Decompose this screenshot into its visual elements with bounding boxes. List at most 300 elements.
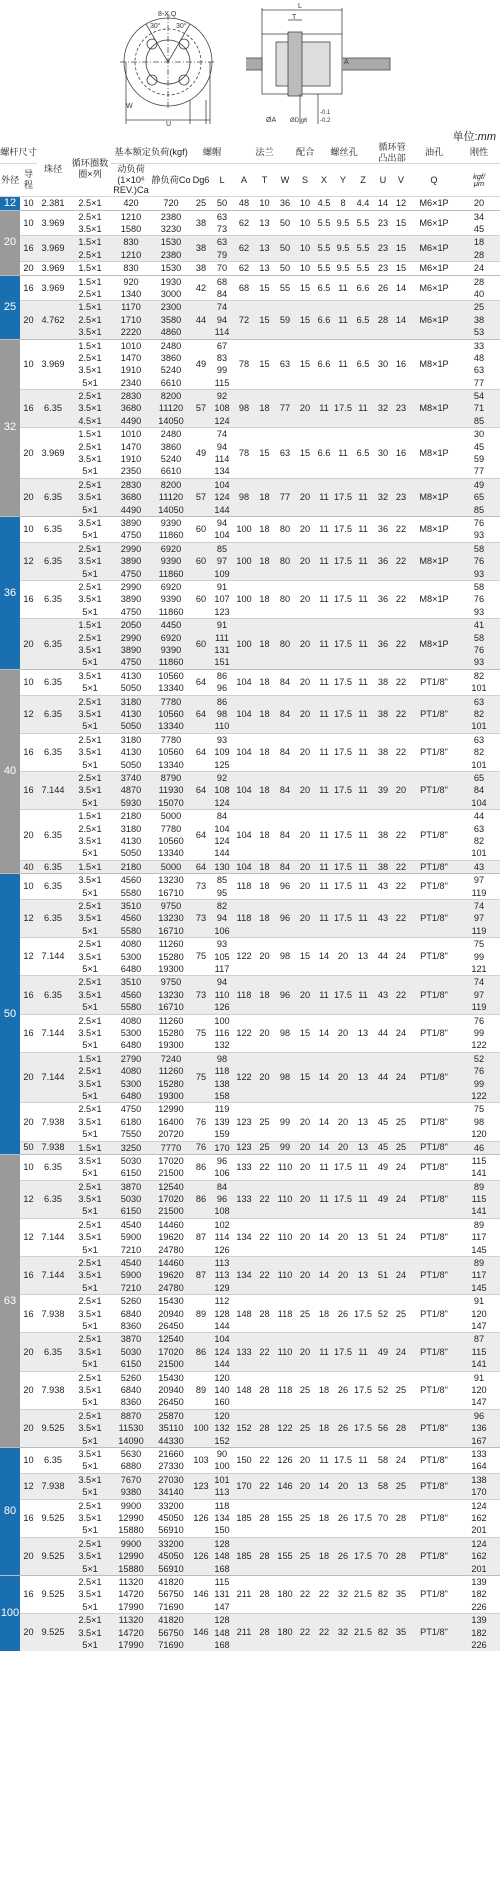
cell-line: 2.5×1: [78, 696, 102, 707]
cell-line: 4560: [120, 989, 142, 1000]
cell-y: 26: [334, 1537, 352, 1575]
cell-lead: 12: [20, 1218, 37, 1256]
cell-lead: 10: [20, 517, 37, 543]
cell-l: [211, 1575, 233, 1613]
cell-lead: 20: [20, 1103, 37, 1141]
cell-s: 22: [296, 1575, 314, 1613]
cell-u: 23: [374, 210, 392, 236]
cell-ca: [111, 1371, 151, 1409]
cell-x: 14: [314, 1052, 334, 1103]
cell-q: PT1/8": [410, 1371, 458, 1409]
cell-line: 3860: [160, 441, 182, 452]
cell-line: 92: [216, 773, 228, 783]
cell-ball: 9.525: [37, 1614, 69, 1652]
cell-x: 11: [314, 810, 334, 861]
cell-line: 96: [216, 683, 228, 694]
cell-d: 64: [191, 695, 211, 733]
cell-line: 13230: [158, 989, 184, 1000]
cell-v: 24: [392, 1257, 410, 1295]
cell-line: 111: [215, 632, 229, 643]
cell-line: 11860: [158, 657, 184, 668]
cell-line: 3230: [160, 223, 182, 234]
cell-line: 5000: [160, 861, 182, 872]
cell-line: 201: [471, 1525, 487, 1536]
cell-line: 26450: [158, 1321, 184, 1332]
cell-t: 20: [255, 1052, 274, 1103]
cell-circ: [69, 1614, 111, 1652]
cell-t: 18: [255, 733, 274, 771]
cell-line: 117: [471, 1232, 487, 1243]
cell-line: 56910: [158, 1525, 184, 1536]
cell-line: 93: [473, 568, 485, 579]
cell-ca: [111, 938, 151, 976]
cell-line: 141: [471, 1359, 487, 1370]
cell-q: M8×1P: [410, 339, 458, 390]
cell-a: 118: [233, 874, 255, 900]
cell-line: 118: [214, 1066, 230, 1077]
cell-v: 24: [392, 1218, 410, 1256]
cell-line: 108: [214, 1206, 230, 1217]
cell-w: 77: [274, 390, 296, 428]
cell-circ: [69, 1141, 111, 1154]
cell-q: PT1/8": [410, 874, 458, 900]
col-z: Z: [352, 164, 374, 197]
cell-s: 20: [296, 1141, 314, 1154]
col-od: 外径: [0, 164, 20, 197]
cell-ball: 3.969: [37, 210, 69, 236]
cell-z: 13: [352, 1257, 374, 1295]
cell-line: 21500: [158, 1359, 184, 1370]
cell-line: 21660: [158, 1449, 184, 1459]
cell-w: 80: [274, 619, 296, 670]
cell-line: 5000: [160, 811, 182, 822]
cell-x: 11: [314, 772, 334, 810]
cell-line: 5×1: [82, 657, 98, 668]
cell-line: 26450: [158, 1397, 184, 1408]
cell-line: 82: [473, 709, 485, 720]
cell-line: 3.5×1: [78, 492, 102, 503]
cell-ca: [111, 619, 151, 670]
cell-line: 95: [216, 887, 228, 898]
cell-y: 17.5: [334, 1333, 352, 1371]
cell-line: 13230: [158, 875, 184, 886]
cell-line: 98: [216, 1053, 228, 1064]
cell-circ: [69, 695, 111, 733]
cell-lead: 10: [20, 1154, 37, 1180]
cell-ca: [111, 733, 151, 771]
cell-line: 93: [216, 939, 228, 950]
cell-u: 36: [374, 619, 392, 670]
cell-line: 50: [216, 198, 228, 209]
cell-d: 100: [191, 1409, 211, 1447]
cell-line: 139: [214, 1116, 230, 1127]
cell-ball: 6.35: [37, 1180, 69, 1218]
cell-line: 2.5×1: [78, 1500, 102, 1511]
cell-l: [211, 1218, 233, 1256]
cell-line: 6920: [160, 632, 182, 643]
cell-circ: [69, 1448, 111, 1474]
cell-co: [151, 1180, 191, 1218]
cell-u: 51: [374, 1257, 392, 1295]
cell-line: 5×1: [82, 377, 98, 388]
cell-u: 45: [374, 1141, 392, 1154]
cell-ball: 9.525: [37, 1499, 69, 1537]
cell-line: 420: [123, 198, 139, 209]
cell-line: 109: [214, 568, 230, 579]
cell-s: 20: [296, 899, 314, 937]
cell-q: PT1/8": [410, 1499, 458, 1537]
cell-s: 10: [296, 262, 314, 275]
cell-line: 41820: [158, 1576, 184, 1587]
cell-u: 36: [374, 542, 392, 580]
cell-circ: [69, 860, 111, 873]
cell-y: 20: [334, 1103, 352, 1141]
cell-t: 22: [255, 1473, 274, 1499]
cell-l: [211, 196, 233, 210]
cell-k: [458, 1014, 500, 1052]
cell-x: 6.6: [314, 339, 334, 390]
cell-d: 87: [191, 1218, 211, 1256]
cell-line: 5×1: [82, 759, 98, 770]
cell-lead: 20: [20, 810, 37, 861]
cell-z: 17.5: [352, 1409, 374, 1447]
cell-v: 14: [392, 301, 410, 339]
cell-line: 63: [473, 696, 485, 707]
cell-d: 87: [191, 1257, 211, 1295]
cell-d: 64: [191, 860, 211, 873]
cell-line: 5260: [120, 1372, 142, 1383]
cell-line: 2.5×1: [78, 1296, 102, 1307]
cell-k: [458, 860, 500, 873]
cell-ball: 9.525: [37, 1537, 69, 1575]
cell-line: 11860: [158, 568, 184, 579]
cell-line: 2.5×1: [78, 900, 102, 911]
table-row: [0, 1333, 500, 1371]
cell-u: 49: [374, 1154, 392, 1180]
outer-diameter-cell: 80: [0, 1448, 20, 1576]
cell-t: 28: [255, 1371, 274, 1409]
cell-v: 22: [392, 669, 410, 695]
cell-t: 18: [255, 772, 274, 810]
cell-line: 4130: [120, 670, 142, 681]
cell-ball: 4.762: [37, 301, 69, 339]
col-fit: 配合: [296, 142, 314, 164]
tolerance-lower: -0.2: [320, 118, 331, 124]
cell-z: 11: [352, 976, 374, 1014]
cell-v: 24: [392, 1180, 410, 1218]
cell-line: 5050: [120, 721, 142, 732]
cell-x: 18: [314, 1537, 334, 1575]
cell-line: 182: [471, 1627, 487, 1638]
cell-line: 3.5×1: [78, 1308, 102, 1319]
table-row: [0, 860, 500, 873]
cell-y: 11: [334, 275, 352, 301]
cell-u: 43: [374, 899, 392, 937]
cell-z: 11: [352, 810, 374, 861]
od-label: ØD g6: [290, 118, 308, 124]
cell-line: 3.5×1: [78, 913, 102, 924]
cell-circ: [69, 210, 111, 236]
cell-lead: 12: [20, 899, 37, 937]
cell-line: 21500: [158, 1168, 184, 1179]
cell-line: 96: [216, 1194, 228, 1205]
cell-lead: 16: [20, 581, 37, 619]
cell-line: 6610: [160, 466, 182, 477]
table-row: [0, 390, 500, 428]
spec-body: [0, 196, 500, 1651]
col-nut: 螺帽: [191, 142, 233, 164]
cell-line: 1910: [120, 454, 142, 465]
cell-u: 38: [374, 695, 392, 733]
cell-line: 3860: [160, 352, 182, 363]
cell-k: [458, 1614, 500, 1652]
cell-line: 2790: [120, 1053, 142, 1064]
cell-line: 89: [473, 1258, 485, 1269]
cell-lead: 16: [20, 1499, 37, 1537]
cell-u: 26: [374, 275, 392, 301]
cell-v: 24: [392, 1448, 410, 1474]
cell-line: 128: [214, 1538, 230, 1549]
cell-s: 20: [296, 1218, 314, 1256]
cell-k: [458, 196, 500, 210]
cell-u: 45: [374, 1103, 392, 1141]
cell-line: 5580: [120, 887, 142, 898]
cell-line: 4860: [160, 327, 182, 338]
cell-y: 9.5: [334, 236, 352, 262]
cell-l: [211, 1333, 233, 1371]
cell-d: 38: [191, 210, 211, 236]
cell-t: 13: [255, 236, 274, 262]
cell-co: [151, 390, 191, 428]
cell-line: 82: [473, 835, 485, 846]
cell-lead: 20: [20, 1052, 37, 1103]
cell-z: 11: [352, 860, 374, 873]
cell-line: 124: [214, 835, 230, 846]
cell-line: 170: [471, 1487, 487, 1498]
cell-ca: [111, 478, 151, 516]
cell-a: 104: [233, 772, 255, 810]
cell-line: 33200: [158, 1500, 184, 1511]
cell-lead: 16: [20, 976, 37, 1014]
cell-lead: 16: [20, 1014, 37, 1052]
cell-x: 11: [314, 1333, 334, 1371]
cell-l: [211, 542, 233, 580]
cell-v: 22: [392, 542, 410, 580]
cell-line: 56910: [158, 1563, 184, 1574]
cell-line: 144: [214, 504, 230, 515]
cell-s: 20: [296, 542, 314, 580]
cell-ball: 7.938: [37, 1371, 69, 1409]
cell-line: 49: [473, 479, 485, 490]
cell-line: 20: [473, 198, 485, 209]
cell-u: 43: [374, 976, 392, 1014]
cell-line: 1930: [160, 276, 182, 287]
cell-y: 26: [334, 1499, 352, 1537]
cell-line: 63: [216, 211, 228, 222]
cell-circ: [69, 1154, 111, 1180]
cell-l: [211, 339, 233, 390]
cell-line: 1.5×1: [78, 811, 102, 822]
cell-line: 122: [471, 1090, 487, 1101]
cell-d: 64: [191, 810, 211, 861]
cell-line: 126: [214, 1002, 230, 1013]
cell-line: 1.5×1: [78, 263, 102, 274]
cell-l: [211, 517, 233, 543]
cell-circ: [69, 1295, 111, 1333]
cell-line: 1.5×1: [78, 861, 102, 872]
cell-t: 18: [255, 517, 274, 543]
cell-t: 15: [255, 301, 274, 339]
cell-a: 48: [233, 196, 255, 210]
cell-line: 2.5×1: [78, 734, 102, 745]
cell-line: 6480: [120, 963, 142, 974]
cell-line: 15430: [158, 1296, 184, 1307]
cell-line: 106: [214, 925, 230, 936]
col-dg6: Dg6: [191, 164, 211, 197]
cell-co: [151, 1141, 191, 1154]
cell-q: PT1/8": [410, 1257, 458, 1295]
cell-line: 5300: [120, 1078, 142, 1089]
cell-u: 23: [374, 262, 392, 275]
cell-line: 3.5×1: [78, 223, 102, 234]
cell-line: 3000: [160, 288, 182, 299]
cell-line: 7670: [120, 1474, 142, 1485]
cell-line: 3180: [120, 823, 142, 834]
table-row: [0, 1052, 500, 1103]
cell-x: 22: [314, 1614, 334, 1652]
cell-line: 9900: [120, 1500, 142, 1511]
cell-line: 5900: [120, 1270, 142, 1281]
cell-k: [458, 517, 500, 543]
cell-w: 84: [274, 860, 296, 873]
cell-q: M6×1P: [410, 275, 458, 301]
cell-line: 125: [214, 759, 230, 770]
cell-u: 49: [374, 1180, 392, 1218]
cell-s: 20: [296, 669, 314, 695]
cell-line: 5×1: [82, 1435, 98, 1446]
cell-co: [151, 1614, 191, 1652]
cell-line: 5×1: [82, 721, 98, 732]
cell-w: 180: [274, 1575, 296, 1613]
l-label: L: [298, 3, 302, 10]
cell-x: 22: [314, 1575, 334, 1613]
cell-q: M6×1P: [410, 210, 458, 236]
cell-s: 10: [296, 196, 314, 210]
cell-x: 18: [314, 1409, 334, 1447]
cell-s: 20: [296, 772, 314, 810]
cell-line: 5050: [120, 848, 142, 859]
cell-y: 17.5: [334, 976, 352, 1014]
cell-s: 25: [296, 1537, 314, 1575]
cell-s: 20: [296, 517, 314, 543]
cell-w: 99: [274, 1141, 296, 1154]
col-bolt: 螺丝孔: [314, 142, 374, 164]
cell-lead: 12: [20, 938, 37, 976]
cell-x: 11: [314, 1154, 334, 1180]
cell-line: 10560: [158, 709, 184, 720]
cell-v: 23: [392, 478, 410, 516]
cell-co: [151, 478, 191, 516]
cell-a: 122: [233, 1052, 255, 1103]
cell-a: 122: [233, 1014, 255, 1052]
cell-line: 7780: [160, 734, 182, 745]
cell-line: 114: [214, 327, 230, 338]
cell-line: 91: [216, 620, 228, 631]
col-load: 基本额定负荷(kgf): [111, 142, 191, 164]
cell-line: 14720: [118, 1627, 144, 1638]
cell-co: [151, 301, 191, 339]
cell-line: 3680: [120, 492, 142, 503]
cell-w: 77: [274, 478, 296, 516]
cell-y: 17.5: [334, 619, 352, 670]
cell-y: 17.5: [334, 733, 352, 771]
cell-z: 11: [352, 542, 374, 580]
cell-lead: 10: [20, 874, 37, 900]
cell-ca: [111, 1295, 151, 1333]
cell-line: 19300: [158, 1090, 184, 1101]
cell-line: 45050: [158, 1551, 184, 1562]
cell-ball: 9.525: [37, 1575, 69, 1613]
cell-line: 119: [471, 887, 487, 898]
cell-ball: 3.969: [37, 236, 69, 262]
cell-l: [211, 478, 233, 516]
w-label: W: [126, 103, 133, 110]
cell-line: 6150: [120, 1206, 142, 1217]
cell-u: 70: [374, 1499, 392, 1537]
cell-ball: 6.35: [37, 733, 69, 771]
cell-line: 2.5×1: [78, 1576, 102, 1587]
col-kgf: [458, 164, 500, 197]
cell-z: 11: [352, 695, 374, 733]
cell-line: 1.5×1: [78, 302, 102, 313]
cell-line: 110: [214, 989, 230, 1000]
cell-ca: [111, 1218, 151, 1256]
um-unit: μm: [473, 179, 485, 189]
cell-ca: [111, 860, 151, 873]
cell-z: 11: [352, 478, 374, 516]
cell-line: 14050: [158, 504, 184, 515]
cell-circ: [69, 619, 111, 670]
cell-y: 26: [334, 1371, 352, 1409]
cell-circ: [69, 196, 111, 210]
cell-w: 55: [274, 275, 296, 301]
cell-w: 155: [274, 1537, 296, 1575]
cell-line: 118: [214, 1500, 230, 1511]
cell-co: [151, 874, 191, 900]
cell-w: 110: [274, 1333, 296, 1371]
cell-line: 3.5×1: [78, 1194, 102, 1205]
cell-line: 97: [473, 875, 485, 886]
cell-l: [211, 695, 233, 733]
cell-ball: 7.938: [37, 1141, 69, 1154]
cell-ball: 7.938: [37, 1295, 69, 1333]
cell-a: 104: [233, 733, 255, 771]
cell-circ: [69, 236, 111, 262]
cell-line: 30: [473, 429, 485, 440]
cell-line: 5030: [120, 1194, 142, 1205]
cell-line: 91: [473, 1372, 485, 1383]
cell-l: [211, 874, 233, 900]
cell-co: [151, 1014, 191, 1052]
cell-k: [458, 390, 500, 428]
cell-u: 30: [374, 339, 392, 390]
cell-y: 17.5: [334, 810, 352, 861]
cell-ball: 6.35: [37, 899, 69, 937]
cell-u: 28: [374, 301, 392, 339]
cell-line: 7210: [120, 1282, 142, 1293]
cell-t: 15: [255, 428, 274, 479]
cell-line: 115: [214, 377, 230, 388]
